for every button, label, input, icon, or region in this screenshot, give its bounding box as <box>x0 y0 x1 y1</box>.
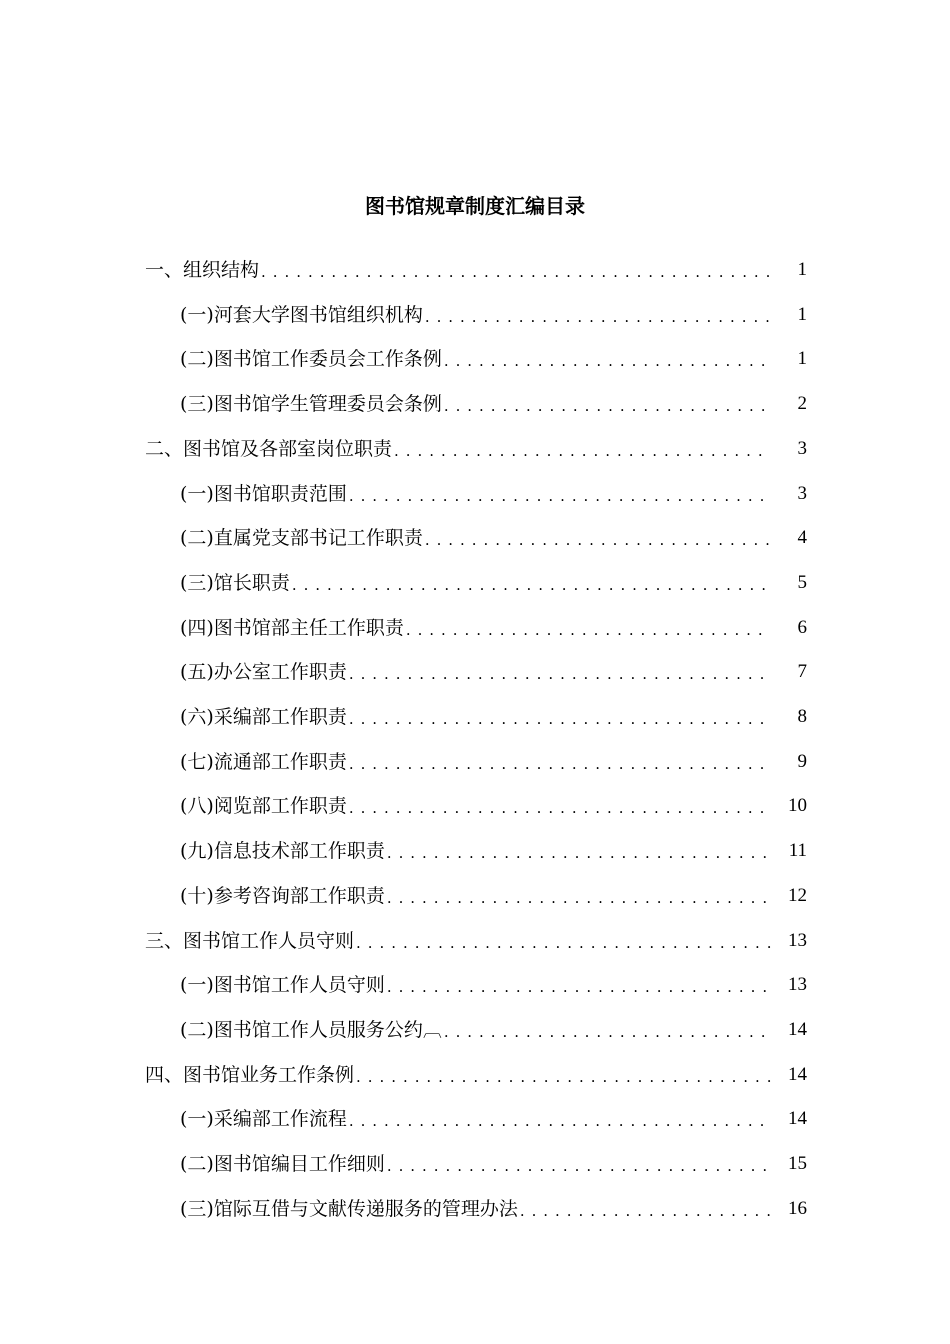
toc-entry-label: (一)河套大学图书馆组织机构 <box>180 303 423 326</box>
toc-entry-page-number: 16 <box>788 1197 807 1219</box>
toc-section-entry[interactable] <box>0 747 950 777</box>
toc-entry-page-number: 1 <box>797 348 807 370</box>
toc-section-entry[interactable] <box>0 523 950 553</box>
toc-dot-leader <box>387 1149 771 1179</box>
toc-dot-leader <box>394 434 771 464</box>
toc-dot-leader <box>261 255 771 285</box>
toc-entry-page-number: 6 <box>797 616 807 638</box>
toc-section-entry[interactable] <box>0 1194 950 1224</box>
toc-entry-page-number: 13 <box>788 974 807 996</box>
toc-entry-label: (三)馆际互借与文献传递服务的管理办法 <box>180 1197 518 1220</box>
toc-dot-leader <box>406 613 771 643</box>
toc-entry-label: 四、图书馆业务工作条例 <box>145 1063 355 1086</box>
toc-dot-leader <box>349 702 771 732</box>
toc-section-entry[interactable] <box>0 300 950 330</box>
toc-entry-page-number: 3 <box>797 437 807 459</box>
toc-dot-leader <box>444 344 771 374</box>
toc-entry-label: (九)信息技术部工作职责 <box>180 840 385 863</box>
toc-entry-label: (六)采编部工作职责 <box>180 706 347 728</box>
toc-dot-leader <box>444 1015 771 1045</box>
toc-entry-label: (八)阅览部工作职责 <box>180 795 347 818</box>
toc-chapter-entry[interactable] <box>0 434 950 464</box>
toc-entry-label: 一、组织结构 <box>145 259 260 281</box>
toc-entry-page-number: 7 <box>797 661 807 683</box>
toc-entry-page-number: 2 <box>797 393 807 415</box>
toc-entry-label: (二)直属党支部书记工作职责 <box>180 527 423 550</box>
toc-section-entry[interactable] <box>0 1015 950 1045</box>
toc-entry-label: (五)办公室工作职责 <box>180 661 347 684</box>
toc-entry-label: (二)图书馆工作委员会工作条例 <box>180 348 442 371</box>
toc-section-entry[interactable] <box>0 479 950 509</box>
toc-entry-label: (二)图书馆编目工作细则 <box>180 1153 385 1175</box>
toc-entry-page-number: 15 <box>788 1153 807 1174</box>
toc-entry-page-number: 14 <box>788 1063 807 1085</box>
toc-entry-label: (七)流通部工作职责 <box>180 750 347 773</box>
toc-entry-label: 三、图书馆工作人员守则 <box>145 929 355 952</box>
toc-entry-page-number: 11 <box>788 840 807 862</box>
toc-dot-leader <box>425 523 771 553</box>
toc-entry-label: (三)馆长职责 <box>180 571 290 594</box>
toc-section-entry[interactable] <box>0 970 950 1000</box>
page-title: 图书馆规章制度汇编目录 <box>365 194 585 218</box>
toc-dot-leader <box>387 970 771 1000</box>
toc-section-entry[interactable] <box>0 791 950 821</box>
toc-entry-label: (十)参考咨询部工作职责 <box>180 884 385 907</box>
toc-dot-leader <box>520 1194 771 1224</box>
toc-dot-leader <box>349 747 771 777</box>
toc-entry-page-number: 1 <box>797 303 807 325</box>
toc-chapter-entry[interactable] <box>0 255 950 285</box>
toc-dot-leader <box>356 1060 771 1090</box>
toc-chapter-entry[interactable] <box>0 926 950 956</box>
toc-entry-label: (一)采编部工作流程 <box>180 1108 347 1131</box>
toc-section-entry[interactable] <box>0 1149 950 1179</box>
toc-entry-label: 二、图书馆及各部室岗位职责 <box>145 437 393 460</box>
toc-entry-label: (四)图书馆部主任工作职责 <box>180 616 404 639</box>
toc-section-entry[interactable] <box>0 702 950 732</box>
toc-entry-page-number: 4 <box>797 527 807 549</box>
toc-section-entry[interactable] <box>0 389 950 419</box>
toc-dot-leader <box>425 300 771 330</box>
toc-entry-page-number: 5 <box>797 571 807 593</box>
toc-dot-leader <box>292 568 771 598</box>
toc-section-entry[interactable] <box>0 836 950 866</box>
toc-section-entry[interactable] <box>0 613 950 643</box>
toc-entry-page-number: 10 <box>788 795 807 817</box>
toc-entry-label: (二)图书馆工作人员服务公约︹ <box>180 1018 442 1041</box>
toc-section-entry[interactable] <box>0 657 950 687</box>
toc-section-entry[interactable] <box>0 1104 950 1134</box>
toc-entry-label: (一)图书馆工作人员守则 <box>180 974 385 997</box>
toc-chapter-entry[interactable] <box>0 1060 950 1090</box>
toc-dot-leader <box>349 1104 771 1134</box>
toc-section-entry[interactable] <box>0 881 950 911</box>
toc-entry-page-number: 14 <box>788 1108 807 1130</box>
toc-dot-leader <box>349 791 771 821</box>
toc-section-entry[interactable] <box>0 344 950 374</box>
toc-dot-leader <box>387 881 771 911</box>
toc-dot-leader <box>444 389 771 419</box>
toc-entry-page-number: 9 <box>797 750 807 772</box>
toc-entry-page-number: 14 <box>788 1018 807 1040</box>
toc-dot-leader <box>387 836 771 866</box>
toc-entry-page-number: 12 <box>788 884 807 906</box>
toc-entry-label: (三)图书馆学生管理委员会条例 <box>180 393 442 416</box>
toc-dot-leader <box>349 479 771 509</box>
toc-section-entry[interactable] <box>0 568 950 598</box>
toc-entry-label: (一)图书馆职责范围 <box>180 482 347 505</box>
toc-entry-page-number: 13 <box>788 929 807 951</box>
toc-entry-page-number: 3 <box>797 482 807 504</box>
toc-dot-leader <box>349 657 771 687</box>
toc-dot-leader <box>356 926 771 956</box>
toc-entry-page-number: 1 <box>797 259 807 280</box>
toc-entry-page-number: 8 <box>797 706 807 727</box>
